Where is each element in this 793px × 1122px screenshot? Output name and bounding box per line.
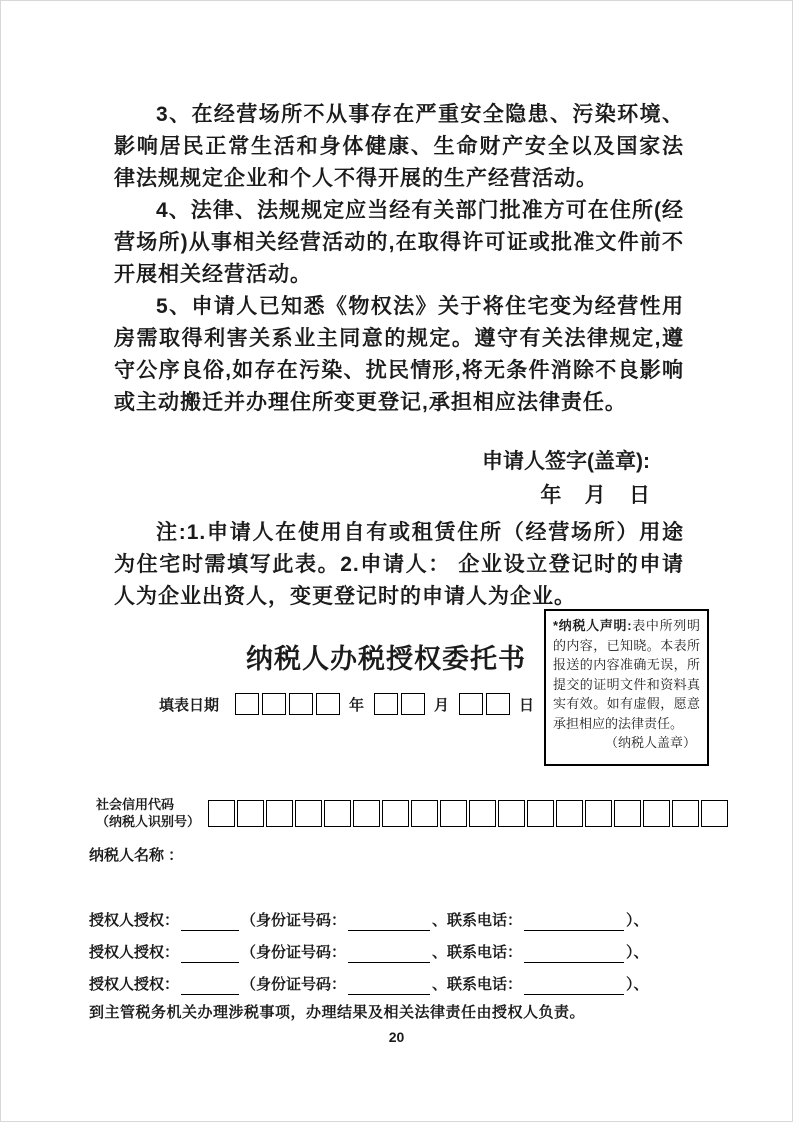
month-unit-label: 月 (434, 696, 450, 714)
declaration-heading: *纳税人声明: (553, 618, 632, 633)
credit-code-digit-box[interactable] (469, 800, 496, 827)
credit-code-digit-box[interactable] (643, 800, 670, 827)
id-number-label: （身份证号码： (241, 976, 347, 993)
credit-code-digit-box[interactable] (266, 800, 293, 827)
phone-blank[interactable] (524, 947, 624, 963)
residence-commitment-section (114, 99, 684, 613)
credit-code-digit-box[interactable] (382, 800, 409, 827)
form-title: 纳税人办税授权委托书 (246, 644, 526, 674)
commitment-paragraph-4: 4、法律、法规规定应当经有关部门批准方可在住所(经营场所)从事相关经营活动的,在取得许可证或批准文件前不开展相关经营活动。 (114, 199, 684, 286)
year-digit-box[interactable] (289, 693, 313, 715)
phone-label: 、联系电话： (432, 944, 523, 961)
phone-label: 、联系电话： (432, 976, 523, 993)
authorization-line-3 (89, 963, 649, 995)
taxpayer-seal-label: （纳税人盖章） (604, 735, 696, 750)
id-number-blank[interactable] (348, 915, 430, 931)
taxpayer-name-label: 纳税人名称 ： (89, 847, 184, 864)
phone-label: 、联系电话： (432, 912, 523, 929)
credit-code-label-line2: （纳税人识别号） (96, 814, 201, 829)
credit-code-digit-box[interactable] (614, 800, 641, 827)
day-unit-label: 日 (519, 696, 535, 714)
grantor-label: 授权人授权： (89, 976, 180, 993)
phone-blank[interactable] (524, 915, 624, 931)
commitment-paragraph-5: 5、申请人已知悉《物权法》关于将住宅变为经营性用房需取得利害关系业主同意的规定。遵守有关法律规定,遵守公序良俗,如存在污染、扰民情形,将无条件消除不良影响或主动搬迁并办理住所变更登记,承担相应法律责任。 (114, 295, 684, 414)
credit-code-row (96, 796, 730, 830)
year-unit-label: 年 (349, 696, 365, 714)
credit-code-label-line1: 社会信用代码 (96, 797, 175, 812)
grantor-name-blank[interactable] (181, 915, 239, 931)
credit-code-digit-box[interactable] (295, 800, 322, 827)
authorization-footer-text: 到主管税务机关办理涉税事项，办理结果及相关法律责任由授权人负责。 (89, 1004, 586, 1021)
credit-code-digit-box[interactable] (585, 800, 612, 827)
grantor-name-blank[interactable] (181, 979, 239, 995)
credit-code-digit-box[interactable] (353, 800, 380, 827)
credit-code-digit-box[interactable] (237, 800, 264, 827)
id-number-label: （身份证号码： (241, 944, 347, 961)
day-digit-box[interactable] (459, 693, 483, 715)
authorization-line-2 (89, 931, 649, 963)
credit-code-digit-box[interactable] (440, 800, 467, 827)
month-digit-box[interactable] (374, 693, 398, 715)
authorization-block (89, 899, 649, 995)
close-paren-label: ）、 (626, 912, 649, 929)
year-digit-box[interactable] (235, 693, 259, 715)
day-digit-box[interactable] (486, 693, 510, 715)
note-paragraph: 注:1.申请人在使用自有或租赁住所（经营场所）用途为住宅时需填写此表。2.申请人： 企业设立登记时的申请人为企业出资人，变更登记时的申请人为企业。 (114, 521, 684, 608)
close-paren-label: ）、 (626, 976, 649, 993)
fill-date-year-boxes (235, 693, 343, 715)
fill-date-month-boxes (374, 693, 428, 715)
credit-code-digit-box[interactable] (672, 800, 699, 827)
fill-date-label: 填表日期 (159, 696, 220, 714)
authorization-line-1 (89, 899, 649, 931)
grantor-label: 授权人授权： (89, 912, 180, 929)
credit-code-digit-box[interactable] (556, 800, 583, 827)
credit-code-digit-box[interactable] (324, 800, 351, 827)
grantor-label: 授权人授权： (89, 944, 180, 961)
credit-code-digit-box[interactable] (527, 800, 554, 827)
id-number-blank[interactable] (348, 979, 430, 995)
grantor-name-blank[interactable] (181, 947, 239, 963)
page-number: 20 (388, 1029, 405, 1045)
id-number-label: （身份证号码： (241, 912, 347, 929)
close-paren-label: ）、 (626, 944, 649, 961)
credit-code-digit-box[interactable] (498, 800, 525, 827)
credit-code-digit-box[interactable] (701, 800, 728, 827)
credit-code-boxes (208, 800, 730, 827)
taxpayer-declaration-box (544, 609, 709, 766)
credit-code-digit-box[interactable] (411, 800, 438, 827)
phone-blank[interactable] (524, 979, 624, 995)
signature-date-line: 年 月 日 (540, 484, 650, 507)
signature-block (114, 445, 684, 513)
year-digit-box[interactable] (316, 693, 340, 715)
fill-date-row (159, 693, 544, 715)
declaration-body: 表中所列明的内容，已知晓。本表所报送的内容准确无误，所提交的证明文件和资料真实有效。如有虚假，愿意承担相应的法律责任。 (553, 618, 700, 731)
id-number-blank[interactable] (348, 947, 430, 963)
fill-date-day-boxes (459, 693, 513, 715)
credit-code-label (96, 796, 208, 830)
year-digit-box[interactable] (262, 693, 286, 715)
applicant-signature-label: 申请人签字(盖章): (482, 450, 650, 473)
commitment-paragraph-3: 3、在经营场所不从事存在严重安全隐患、污染环境、影响居民正常生活和身体健康、生命财产安全以及国家法律法规规定企业和个人不得开展的生产经营活动。 (114, 103, 684, 190)
month-digit-box[interactable] (401, 693, 425, 715)
credit-code-digit-box[interactable] (208, 800, 235, 827)
